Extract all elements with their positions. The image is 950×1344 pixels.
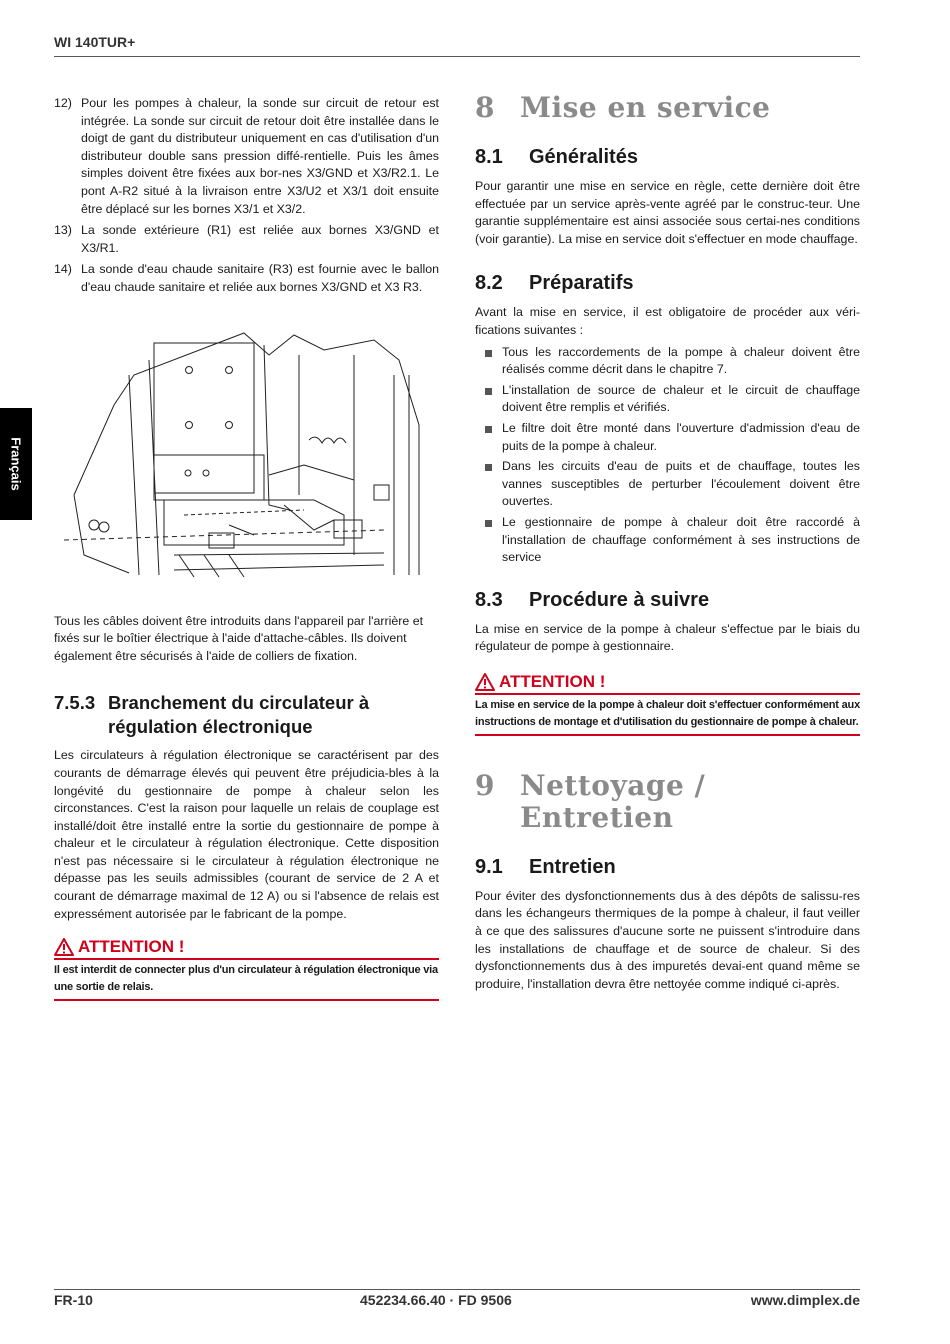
section-8-1-body: Pour garantir une mise en service en règle, cette dernière doit être effectuée par un service après-vente agréé par le construc-teur. Une garantie supplémentaire est ainsi associée sous certai-nes conditions (voir garantie). La mise en service doit s'effectuer en mode chauffage.: [475, 179, 860, 246]
section-heading-8-1: 8.1 Généralités: [475, 146, 638, 168]
bullet-square-icon: [485, 464, 492, 471]
bullet-square-icon: [485, 520, 492, 527]
language-side-tab: [0, 408, 32, 520]
section-7-5-3-body: Les circulateurs à régulation électronique se caractérisent par des courants de démarrage élevés qui peuvent être préjudicia-bles à la longévité du gestionnaire de pompe à chaleur selon les circonstances. C'est la raison pour laquelle un relais de couplage est installé/doit être installé entre la sortie du gestionnaire de pompe à chaleur et le circulateur à régulation électronique. Cette disposition n'est pas nécessaire si le circulateur à régulation électronique ne dépasse pas les seuils admissibles (courant de service de 2 A et courant de démarrage maximal de 12 A) ou si l'absence de relais est expressément autorisée par le fabricant de la pompe.: [54, 748, 439, 921]
bullet-square-icon: [485, 426, 492, 433]
bullet-square-icon: [485, 350, 492, 357]
list-item: Le filtre doit être monté dans l'ouverture d'admission d'eau de puits de la pompe à chaleur.: [475, 420, 860, 455]
section-8-3-body: La mise en service de la pompe à chaleur s'effectue par le biais du régulateur de pompe à gestionnaire.: [475, 621, 860, 654]
list-item: Tous les raccordements de la pompe à chaleur doivent être réalisés comme décrit dans le chapitre 7.: [475, 344, 860, 379]
heat-pump-interior-drawing: [54, 315, 439, 585]
list-item: Dans les circuits d'eau de puits et de chauffage, toutes les vannes susceptibles de perturber l'écoulement doivent être ouvertes.: [475, 458, 860, 511]
attention-text: La mise en service de la pompe à chaleur doit s'effectuer conformément aux instructions de montage et d'utilisation du gestionnaire de pompe à chaleur.: [475, 698, 860, 728]
header-rule: [54, 56, 860, 57]
warning-triangle-icon: [475, 673, 495, 691]
wiring-steps-list: [54, 95, 439, 297]
list-item: Le gestionnaire de pompe à chaleur doit être raccordé à l'installation de chauffage conformément à ses instructions de service: [475, 514, 860, 567]
section-heading-8-2: 8.2 Préparatifs: [475, 272, 634, 295]
section-heading-9-1: 9.1 Entretien: [475, 855, 616, 878]
bullet-square-icon: [485, 388, 492, 395]
list-item: 12) Pour les pompes à chaleur, la sonde sur circuit de retour est intégrée. La sonde sur circuit de retour doit être installée dans le doigt de gant du distributeur uniquement en cas d'utilisation d'un distributeur double sans pression diffé-rentielle. Puis les âmes simples doivent être fixées aux bor-nes X3/GND et X3/R2.1. Le pont A-R2 situé à la livraison entre X3/U2 et X3/1 doit ensuite être déplacé sur les bornes X3/1 et X3/2.: [54, 96, 439, 216]
website-link[interactable]: www.dimplex.de: [750, 1292, 860, 1308]
cables-paragraph: Tous les câbles doivent être introduits dans l'appareil par l'arrière et fixés sur le boîtier électrique à l'aide d'attache-câbles. Ils doivent également être sécurisés à l'aide de colliers de fixation.: [54, 613, 424, 663]
footer-rule: [54, 1289, 860, 1290]
section-9-1-body: Pour éviter des dysfonctionnements dus à des dépôts de salissu-res dans les échangeurs thermiques de la pompe à chaleur, il faut veiller à ce que des salissures d'aucune sorte ne puissent s'introduire dans les installations de chauffage et de source de chaleur. Si des dysfonctionnements dus à des impuretés devai-ent quand même se produire, l'installation devra être nettoyée comme indiqué ci-après.: [475, 888, 860, 991]
language-label: Français: [8, 437, 24, 491]
section-heading-8-3: 8.3 Procédure à suivre: [475, 588, 710, 611]
document-header-title: WI 140TUR+: [54, 34, 136, 50]
list-item: 14) La sonde d'eau chaude sanitaire (R3) est fournie avec le ballon d'eau chaude sanitaire et reliée aux bornes X3/GND et X3 R3.: [54, 262, 439, 294]
attention-text: Il est interdit de connecter plus d'un circulateur à régulation électronique via une sortie de relais.: [54, 964, 438, 994]
left-column: [54, 95, 439, 1001]
right-column: [475, 92, 860, 993]
section-8-2-intro: Avant la mise en service, il est obligatoire de procéder aux véri-fications suivantes :: [475, 305, 860, 337]
list-item: L'installation de source de chaleur et le circuit de chauffage doivent être remplis et vérifiés.: [475, 382, 860, 417]
attention-box-commissioning: [475, 672, 860, 736]
document-number: 452234.66.40 · FD 9506: [360, 1292, 512, 1308]
section-heading-7-5-3: 7.5.3 Branchement du circulateur à régulation électronique: [54, 692, 370, 738]
section-heading-9: 9 Nettoyage / Entretien: [475, 768, 706, 834]
attention-label: ATTENTION !: [78, 937, 185, 957]
section-heading-8: 8 Mise en service: [475, 91, 771, 124]
warning-triangle-icon: [54, 938, 74, 956]
checklist: [475, 344, 860, 567]
page-number: FR-10: [54, 1292, 93, 1308]
installation-illustration: [54, 315, 439, 585]
attention-box-relay: [54, 937, 439, 1001]
attention-label: ATTENTION !: [499, 671, 606, 691]
list-item: 13) La sonde extérieure (R1) est reliée aux bornes X3/GND et X3/R1.: [54, 223, 439, 255]
